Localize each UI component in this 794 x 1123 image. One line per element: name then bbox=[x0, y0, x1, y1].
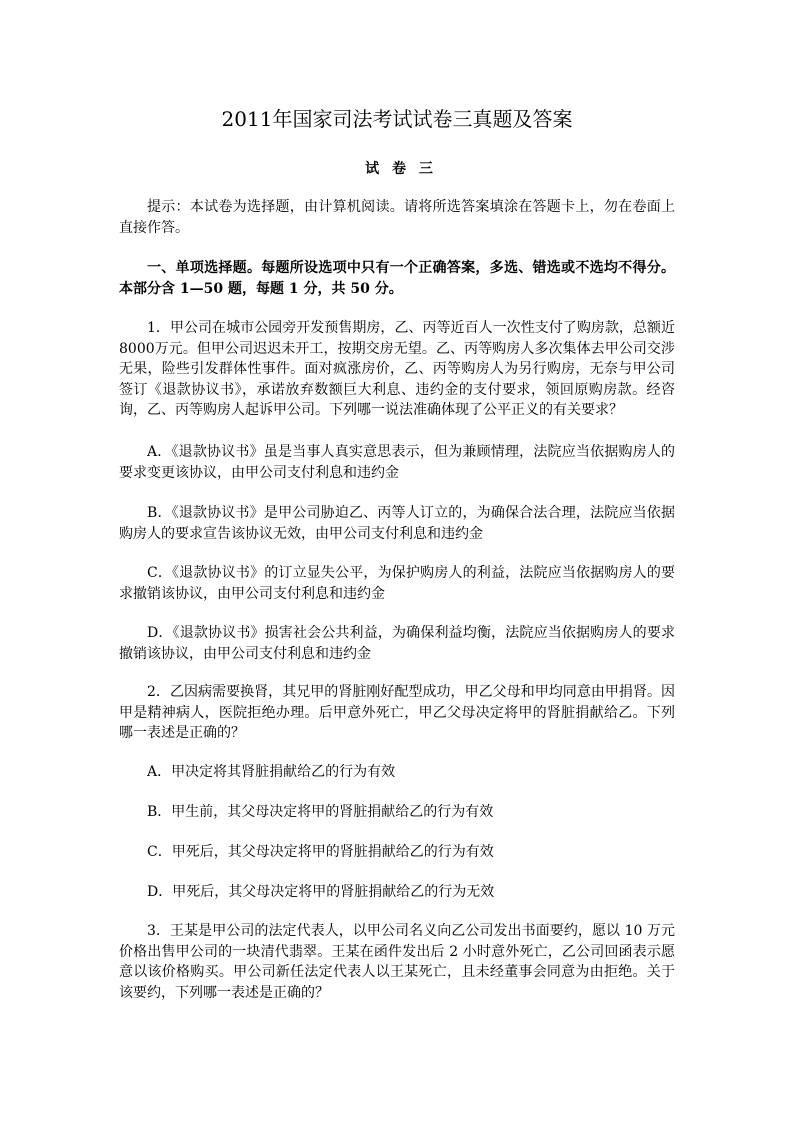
question-2-option-c: C．甲死后，其父母决定将甲的肾脏捐献给乙的行为有效 bbox=[147, 844, 494, 860]
paper-subtitle: 试 卷 三 bbox=[365, 161, 437, 177]
question-3-stem: 3．王某是甲公司的法定代表人，以甲公司名义向乙公司发出书面要约，愿以 10 万元价格出售甲公司的一块清代翡翠。王某在函件发出后 2 小时意外死亡，乙公司回函表示愿意以该价格购买。甲公司新任法定代表人以王某死亡，且未经董事会同意为由拒绝。关于该要约，下列哪一表述是正确的？ bbox=[119, 923, 675, 1001]
question-2-stem: 2．乙因病需要换肾，其兄甲的肾脏刚好配型成功，甲乙父母和甲均同意由甲捐肾。因甲是精神病人，医院拒绝办理。后甲意外死亡，甲乙父母决定将甲的肾脏捐献给乙。下列哪一表述是正确的？ bbox=[119, 684, 675, 741]
question-2-option-d: D．甲死后，其父母决定将甲的肾脏捐献给乙的行为无效 bbox=[147, 884, 495, 900]
document-title: 2011年国家司法考试试卷三真题及答案 bbox=[221, 107, 573, 131]
question-2-option-b: B．甲生前，其父母决定将甲的肾脏捐献给乙的行为有效 bbox=[147, 804, 494, 820]
question-1-option-c: C．《退款协议书》的订立显失公平，为保护购房人的利益，法院应当依据购房人的要求撤销该协议，由甲公司支付利息和违约金 bbox=[119, 565, 675, 602]
notice-paragraph: 提示：本试卷为选择题，由计算机阅读。请将所选答案填涂在答题卡上，勿在卷面上直接作答。 bbox=[119, 199, 675, 236]
section-heading: 一、单项选择题。每题所设选项中只有一个正确答案，多选、错选或不选均不得分。本部分含 1—50 题，每题 1 分，共 50 分。 bbox=[119, 260, 675, 297]
question-1-option-b: B．《退款协议书》是甲公司胁迫乙、丙等人订立的，为确保合法合理，法院应当依据购房人的要求宣告该协议无效，由甲公司支付利息和违约金 bbox=[119, 505, 675, 542]
question-1-option-a: A．《退款协议书》虽是当事人真实意思表示，但为兼顾情理，法院应当依据购房人的要求变更该协议，由甲公司支付利息和违约金 bbox=[119, 444, 675, 481]
question-1-stem: 1．甲公司在城市公园旁开发预售期房，乙、丙等近百人一次性支付了购房款，总额近8000万元。但甲公司迟迟未开工，按期交房无望。乙、丙等购房人多次集体去甲公司交涉无果，险些引发群体性事件。面对疯涨房价，乙、丙等购房人为另行购房，无奈与甲公司签订《退款协议书》，承诺放弃数额巨大利息、违约金的支付要求，领回原购房款。经咨询，乙、丙等购房人起诉甲公司。下列哪一说法准确体现了公平正义的有关要求？ bbox=[119, 320, 675, 418]
question-1-option-d: D．《退款协议书》损害社会公共利益，为确保利益均衡，法院应当依据购房人的要求撤销该协议，由甲公司支付利息和违约金 bbox=[119, 625, 675, 662]
question-2-option-a: A．甲决定将其肾脏捐献给乙的行为有效 bbox=[147, 764, 396, 780]
